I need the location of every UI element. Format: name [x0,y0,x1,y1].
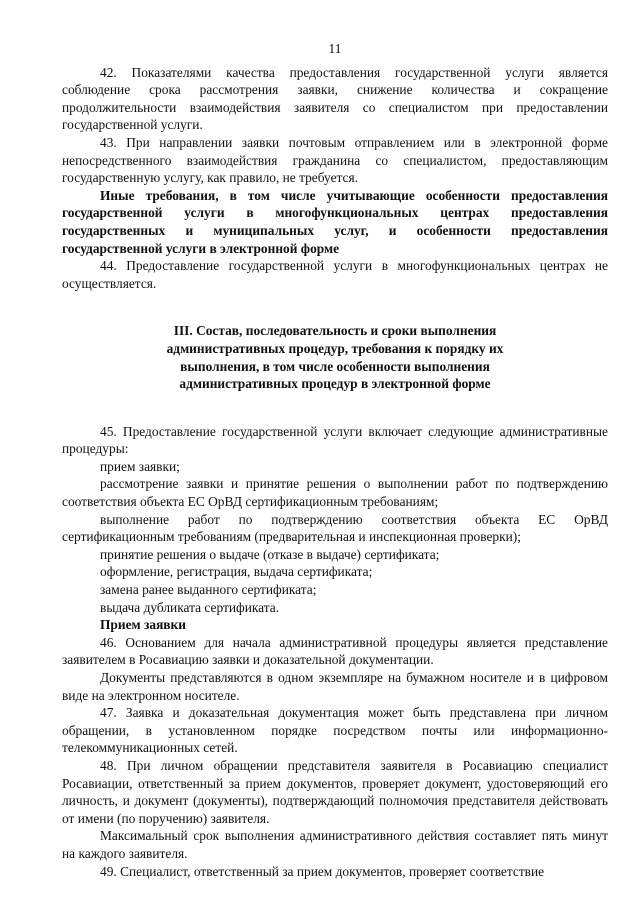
list-item: рассмотрение заявки и принятие решения о выполнении работ по подтверждению соответствия объекта ЕС ОрВД сертификационным требованиям; [62,476,608,510]
list-item: выдача дубликата сертификата. [100,599,280,615]
paragraph-42: 42. Показателями качества предоставления государственной услуги является соблюдение срока рассмотрения заявки, снижение количества и сокращение продолжительности взаимодействия заявителя со специалистом при предоставлении государственной услуги. [62,64,608,133]
paragraph-43: 43. При направлении заявки почтовым отправлением или в электронной форме непосредственного взаимодействия гражданина со специалистом, предоставляющим государственную услугу, как правило, не требуется. [62,134,608,186]
page-number: 11 [328,41,342,56]
paragraph-45: 45. Предоставление государственной услуги включает следующие административные процедуры: [62,423,608,457]
paragraph: Документы представляются в одном экземпляре на бумажном носителе и в цифровом виде на электронном носителе. [62,670,608,703]
list-item: прием заявки; [100,458,180,474]
list-item: выполнение работ по подтверждению соответствия объекта ЕС ОрВД сертификационным требованиям (предварительная и инспекционная проверки); [62,511,608,545]
paragraph-48: 48. При личном обращении представителя заявителя в Росавиацию специалист Росавиации, ответственный за прием документов, проверяет документ, удостоверяющий его личность, и документ (документы), подтверждающий полномочия представителя действовать от имени (по поручению) заявителя. [62,757,608,826]
list-item: замена ранее выданного сертификата; [100,582,317,598]
list-item: оформление, регистрация, выдача сертификата; [100,564,373,580]
paragraph-46: 46. Основанием для начала административной процедуры является представление заявителем в Росавиацию заявки и доказательной документации. [62,634,608,668]
paragraph-44: 44. Предоставление государственной услуги в многофункциональных центрах не осуществляется. [62,258,608,291]
subsection-heading-requirements: Иные требования, в том числе учитывающие особенности предоставления государственной услуги в многофункциональных центрах предоставления государственных и муниципальных услуг, и особенности предоставления государственной услуги в электронной форме [62,187,608,256]
paragraph-47: 47. Заявка и доказательная документация может быть представлена при личном обращении, в установленном порядке посредством почты или информационно-телекоммуникационных сетей. [62,705,608,756]
list-item: принятие решения о выдаче (отказе в выдаче) сертификата; [100,546,440,562]
paragraph-49: 49. Специалист, ответственный за прием документов, проверяет соответствие [100,863,545,879]
document-page [62,40,608,880]
section-heading-iii: III. Состав, последовательность и сроки выполнения административных процедур, требования к порядку их выполнения, в том числе особенности выполнения административных процедур в электронной форме [166,323,504,392]
paragraph: Максимальный срок выполнения административного действия составляет пять минут на каждого заявителя. [62,828,608,861]
subheading-application-intake: Прием заявки [100,617,186,633]
